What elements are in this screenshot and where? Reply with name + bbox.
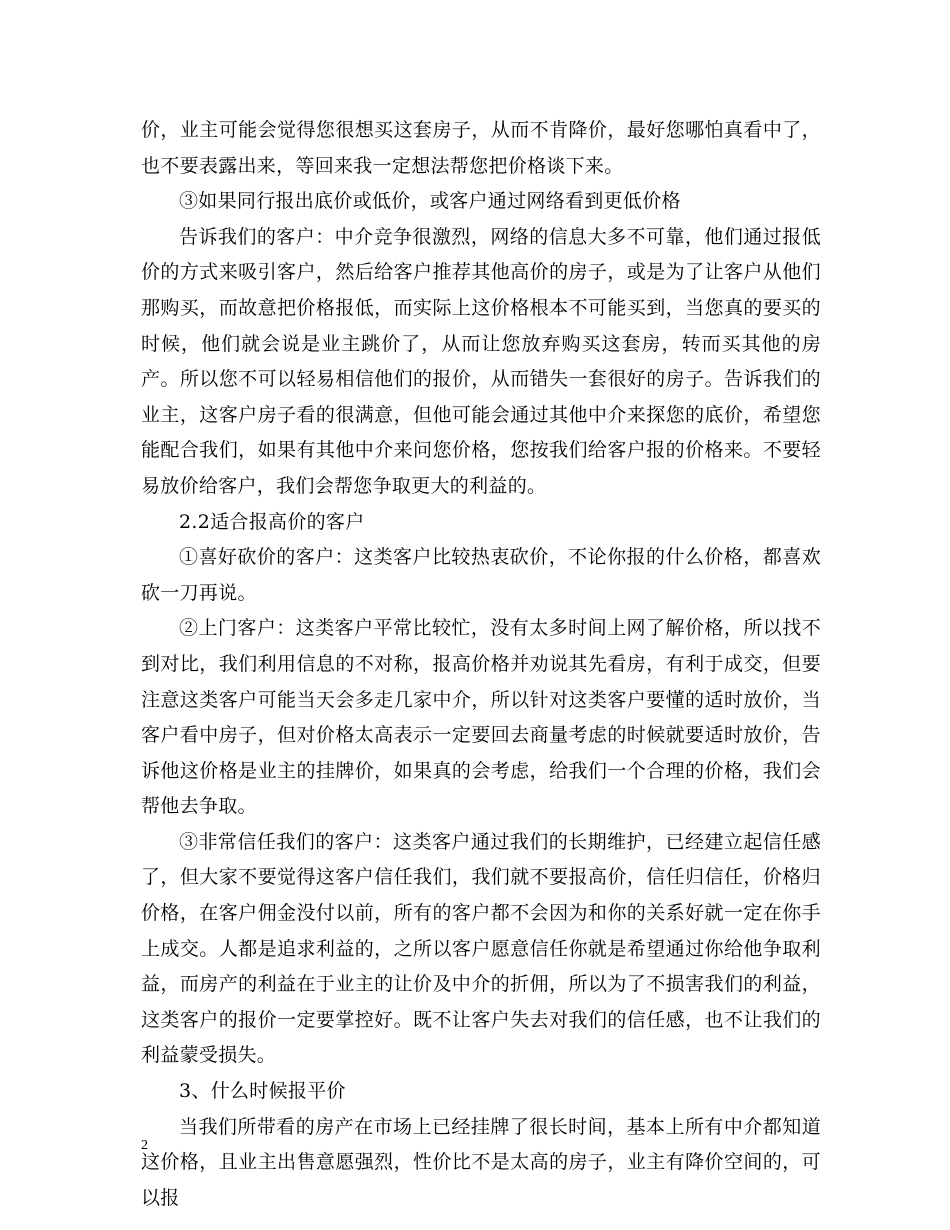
paragraph-trusting-customer: ③非常信任我们的客户：这类客户通过我们的长期维护，已经建立起信任感了，但大家不要觉得这客户信任我们，我们就不要报高价，信任归信任，价格归价格，在客户佣金没付以前，所有的客户都不会因为和你的关系好就一定在你手上成交。人都是追求利益的，之所以客户愿意信任你就是希望通过你给他争取利益，而房产的利益在于业主的让价及中介的折佣，所以为了不损害我们的利益，这类客户的报价一定要掌控好。既不让客户失去对我们的信任感，也不让我们的利益蒙受损失。 xyxy=(141,830,821,1067)
paragraph-bargaining-customer: ①喜好砍价的客户：这类客户比较热衷砍价，不论你报的什么价格，都喜欢砍一刀再说。 xyxy=(141,546,821,604)
paragraph-tell-customer: 告诉我们的客户：中介竞争很激烈，网络的信息大多不可靠，他们通过报低价的方式来吸引客户，然后给客户推荐其他高价的房子，或是为了让客户从他们那购买，而故意把价格报低，而实际上这价格根本不可能买到，当您真的要买的时候，他们就会说是业主跳价了，从而让您放弃购买这套房，转而买其他的房产。所以您不可以轻易相信他们的报价，从而错失一套很好的房子。告诉我们的业主，这客户房子看的很满意，但他可能会通过其他中介来探您的底价，希望您能配合我们，如果有其他中介来问您价格，您按我们给客户报的价格来。不要轻易放价给客户，我们会帮您争取更大的利益的。 xyxy=(141,225,821,497)
paragraph-continuation: 价，业主可能会觉得您很想买这套房子，从而不肯降价，最好您哪怕真看中了，也不要表露出来，等回来我一定想法帮您把价格谈下来。 xyxy=(141,119,821,177)
document-body xyxy=(141,113,821,1216)
section-heading-2-2: 2.2适合报高价的客户 xyxy=(179,510,365,533)
page-number: 2 xyxy=(141,1138,148,1153)
paragraph-walk-in-customer: ②上门客户：这类客户平常比较忙，没有太多时间上网了解价格，所以找不到对比，我们利用信息的不对称，报高价格并劝说其先看房，有利于成交，但要注意这类客户可能当天会多走几家中介，所以针对这类客户要懂的适时放价，当客户看中房子，但对价格太高表示一定要回去商量考虑的时候就要适时放价，告诉他这价格是业主的挂牌价，如果真的会考虑，给我们一个合理的价格，我们会帮他去争取。 xyxy=(141,617,821,818)
section-heading-3: 3、什么时候报平价 xyxy=(179,1080,346,1103)
paragraph-fair-price: 当我们所带看的房产在市场上已经挂牌了很长时间，基本上所有中介都知道这价格，且业主出售意愿强烈，性价比不是太高的房子，业主有降价空间的，可以报 xyxy=(141,1115,821,1209)
paragraph-item-3-heading: ③如果同行报出底价或低价，或客户通过网络看到更低价格 xyxy=(179,190,681,213)
